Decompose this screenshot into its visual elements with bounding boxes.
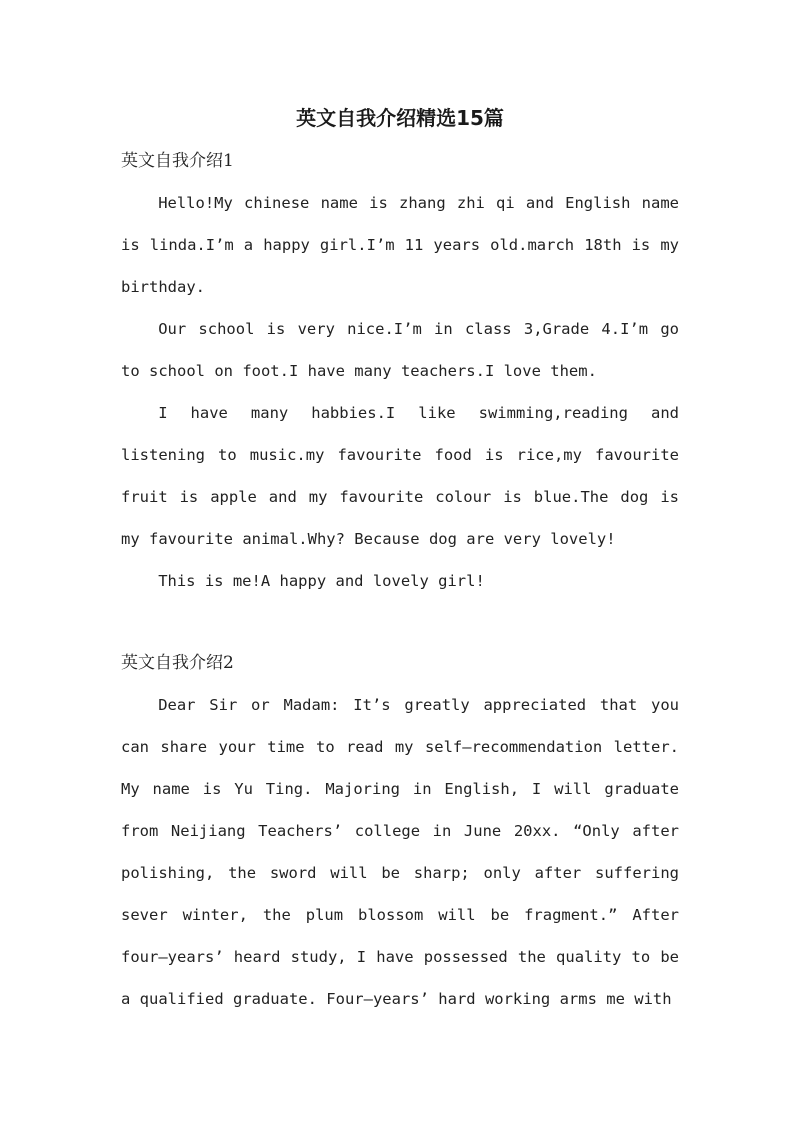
- paragraph: Hello!My chinese name is zhang zhi qi and English name is linda.I’m a happy girl.I’m 11 years old.march 18th is my birthday.: [121, 194, 679, 296]
- paragraph: I have many habbies.I like swimming,reading and listening to music.my favourite food is rice,my favourite fruit is apple and my favourite colour is blue.The dog is my favourite animal.Why? Because dog are very lovely!: [121, 404, 679, 548]
- section-spacer: [121, 602, 679, 642]
- section-1: [121, 140, 679, 602]
- section-2: [121, 642, 679, 1020]
- document-body: [121, 140, 679, 1020]
- paragraph: Our school is very nice.I’m in class 3,Grade 4.I’m go to school on foot.I have many teachers.I love them.: [121, 320, 679, 380]
- paragraph: This is me!A happy and lovely girl!: [158, 572, 485, 590]
- document-title: 英文自我介绍精选15篇: [296, 106, 504, 130]
- paragraph: Dear Sir or Madam: It’s greatly appreciated that you can share your time to read my self—recommendation letter. My name is Yu Ting. Majoring in English, I will graduate from Neijiang Teachers’ college in June 20xx. “Only after polishing, the sword will be sharp; only after suffering sever winter, the plum blossom will be fragment.” After four—years’ heard study, I have possessed the quality to be a qualified graduate. Four—years’ hard working arms me with: [121, 696, 679, 1008]
- section-heading: 英文自我介绍2: [121, 653, 234, 673]
- section-heading: 英文自我介绍1: [121, 151, 234, 171]
